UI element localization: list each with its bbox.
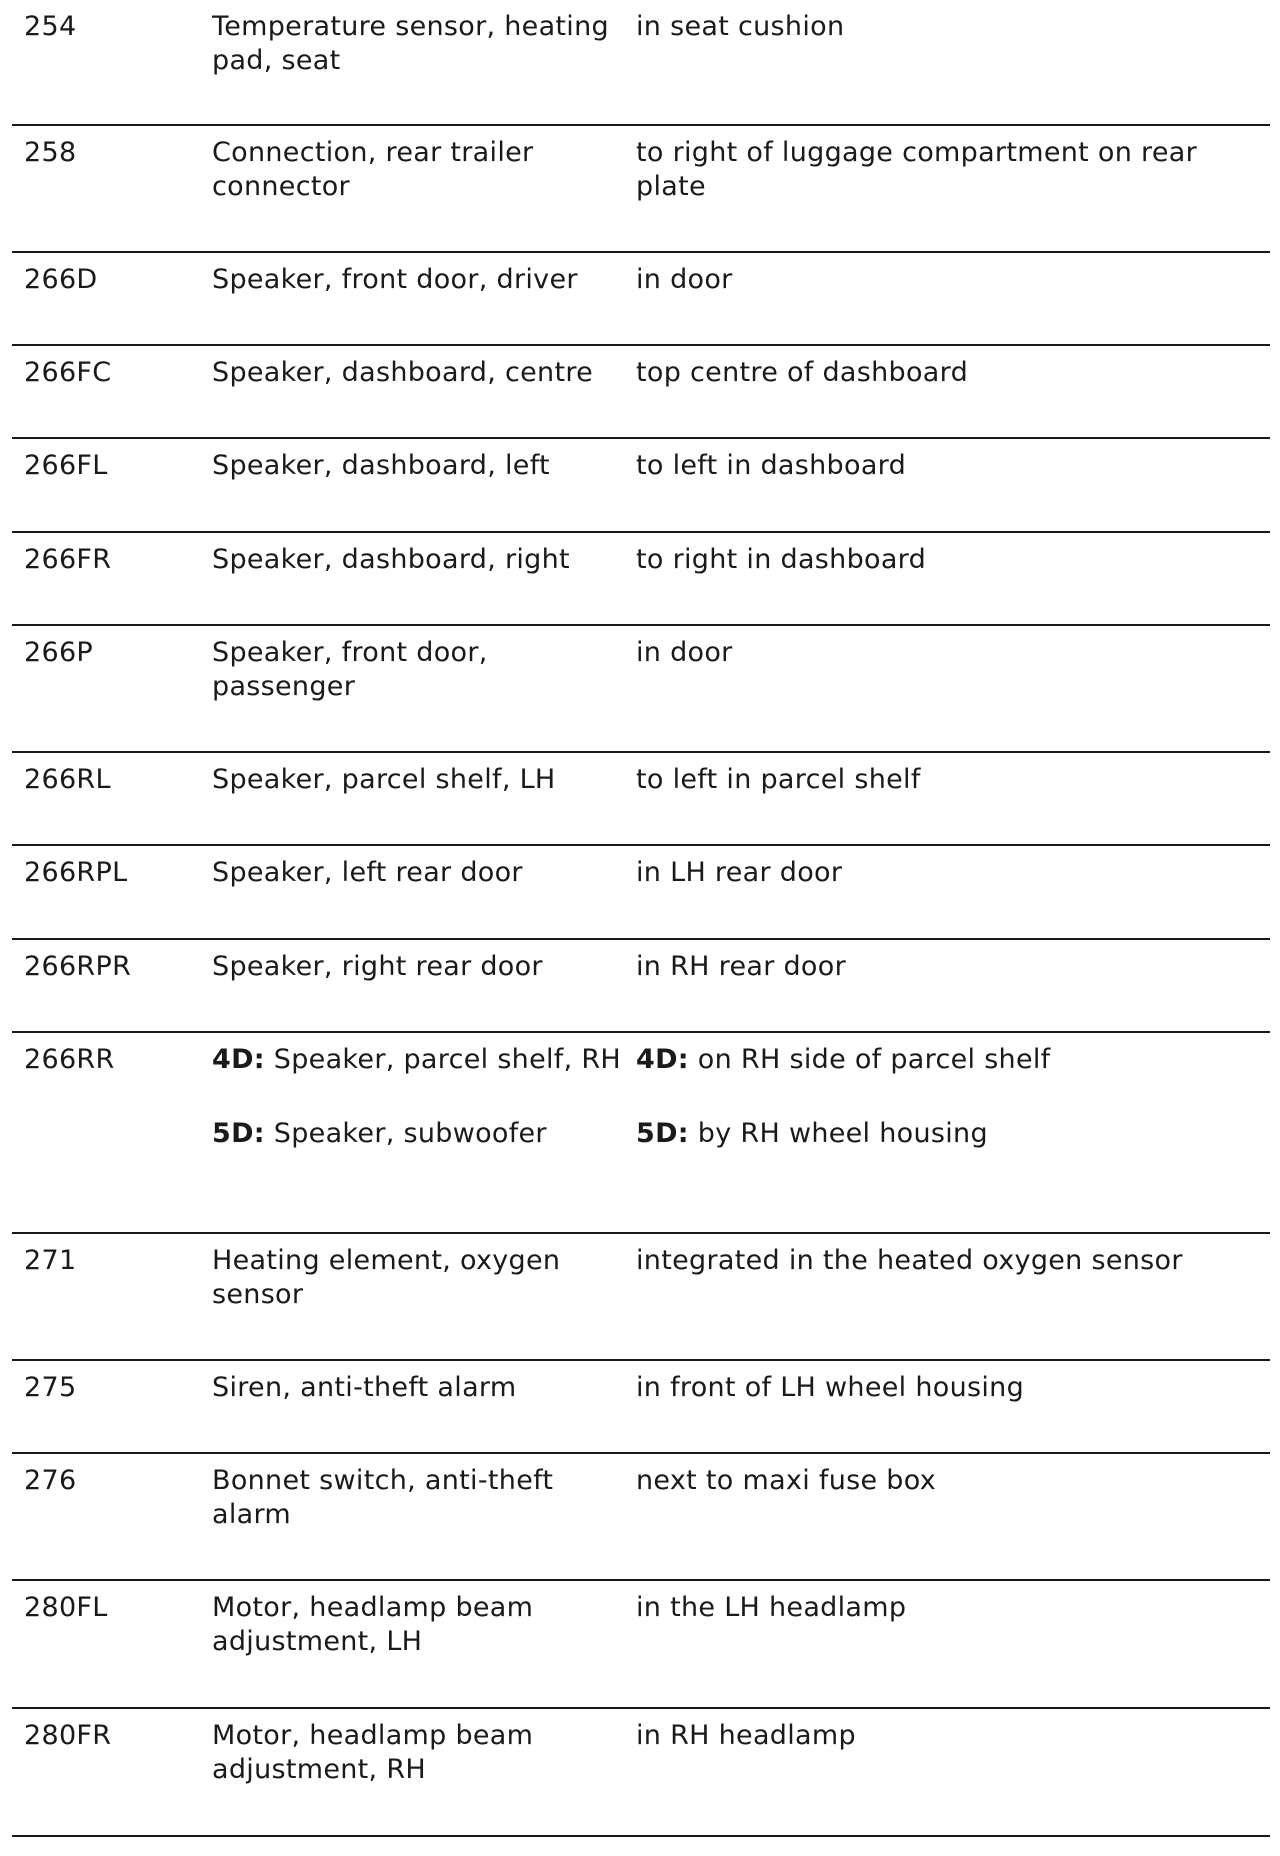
component-location-text: next to maxi fuse box [636,1465,936,1496]
component-description-paragraph [212,856,632,890]
component-location-paragraph [636,763,1266,797]
component-description-text: Bonnet switch, anti-theft alarm [212,1465,554,1530]
component-description [212,263,632,297]
component-description [212,763,632,797]
component-location-text: in front of LH wheel housing [636,1372,1025,1403]
component-location [636,356,1266,390]
component-location-paragraph [636,136,1266,204]
table-row [12,439,1270,533]
component-location-text: in LH rear door [636,857,843,888]
component-description-text: Speaker, parcel shelf, LH [212,764,556,795]
table-row [12,1033,1270,1234]
component-location [636,1719,1266,1753]
component-location-table [12,0,1270,1837]
component-code: 266RPL [24,857,128,888]
component-location-text: in RH headlamp [636,1720,856,1751]
component-description-text: Speaker, front door, driver [212,264,578,295]
component-description-text: Motor, headlamp beam adjustment, RH [212,1720,534,1785]
component-description-text: Motor, headlamp beam adjustment, LH [212,1592,534,1657]
component-location-text: on RH side of parcel shelf [697,1044,1051,1075]
component-location-paragraph [636,543,1266,577]
component-description [212,1043,632,1151]
component-location [636,263,1266,297]
component-code: 266P [24,637,94,668]
component-description [212,10,632,78]
component-location-paragraph [636,1591,1266,1625]
component-description-text: Speaker, right rear door [212,951,543,982]
component-description [212,1371,632,1405]
component-description [212,1244,632,1312]
component-description-paragraph [212,1371,632,1405]
component-description-paragraph [212,1244,632,1312]
component-description-paragraph [212,950,632,984]
table-row [12,1454,1270,1581]
component-description-text: Speaker, left rear door [212,857,523,888]
variant-label: 5D: [212,1118,265,1149]
component-description-paragraph [212,1043,632,1077]
component-location-text: integrated in the heated oxygen sensor [636,1245,1183,1276]
table-row [12,753,1270,846]
component-description-text: Speaker, parcel shelf, RH [273,1044,622,1075]
table-row [12,533,1270,626]
variant-label: 5D: [636,1118,689,1149]
component-description [212,449,632,483]
component-location [636,950,1266,984]
component-location [636,1043,1266,1151]
component-location-text: in seat cushion [636,11,845,42]
component-location-paragraph [636,1464,1266,1498]
component-description [212,1464,632,1532]
component-code: 280FR [24,1720,112,1751]
component-location [636,763,1266,797]
component-code: 266FR [24,544,112,575]
component-description-text: Temperature sensor, heating pad, seat [212,11,609,76]
component-location-paragraph [636,10,1266,44]
component-code: 254 [24,11,77,42]
component-code: 275 [24,1372,77,1403]
component-description-paragraph [212,543,632,577]
table-row [12,1709,1270,1837]
component-description-paragraph [212,263,632,297]
component-code: 266RL [24,764,111,795]
component-code: 258 [24,137,77,168]
component-description [212,950,632,984]
component-code: 280FL [24,1592,108,1623]
component-description-paragraph [212,136,632,204]
table-row [12,940,1270,1033]
component-description-paragraph [212,1464,632,1532]
component-location-text: by RH wheel housing [697,1118,988,1149]
component-location-text: in RH rear door [636,951,846,982]
component-location-text: in door [636,637,733,668]
component-code: 266FC [24,357,112,388]
component-location-paragraph [636,856,1266,890]
component-description [212,1591,632,1659]
component-location-text: top centre of dashboard [636,357,969,388]
component-location-text: to right of luggage compartment on rear plate [636,137,1197,202]
component-location-paragraph [636,950,1266,984]
component-description-text: Connection, rear trailer connector [212,137,534,202]
component-description-text: Speaker, front door, passenger [212,637,488,702]
component-location [636,449,1266,483]
component-description-paragraph [212,10,632,78]
table-row [12,126,1270,253]
component-description [212,856,632,890]
component-location [636,1244,1266,1278]
component-description-paragraph [212,1719,632,1787]
component-code: 266D [24,264,98,295]
table-row [12,1361,1270,1454]
component-description-paragraph [212,1117,632,1151]
component-description-text: Speaker, subwoofer [273,1118,547,1149]
component-location [636,543,1266,577]
component-location [636,636,1266,670]
component-description-text: Speaker, dashboard, right [212,544,570,575]
component-location-paragraph [636,1371,1266,1405]
component-location-paragraph [636,449,1266,483]
component-location-paragraph [636,263,1266,297]
component-description-text: Siren, anti-theft alarm [212,1372,517,1403]
component-location-text: to right in dashboard [636,544,927,575]
table-row [12,0,1270,126]
component-description-text: Heating element, oxygen sensor [212,1245,561,1310]
component-description [212,1719,632,1787]
component-description-paragraph [212,763,632,797]
component-location-text: to left in dashboard [636,450,907,481]
component-location-paragraph [636,1719,1266,1753]
component-location [636,1371,1266,1405]
table-row [12,626,1270,753]
component-location-paragraph [636,1244,1266,1278]
component-location [636,10,1266,44]
component-location [636,856,1266,890]
variant-label: 4D: [212,1044,265,1075]
component-location-text: in door [636,264,733,295]
component-code: 276 [24,1465,77,1496]
component-description-text: Speaker, dashboard, centre [212,357,594,388]
component-location-text: to left in parcel shelf [636,764,921,795]
component-location [636,1464,1266,1498]
component-location-paragraph [636,356,1266,390]
component-location [636,136,1266,204]
table-row [12,346,1270,439]
table-row [12,1581,1270,1709]
component-location-paragraph [636,1117,1266,1151]
component-description-paragraph [212,636,632,704]
component-description-paragraph [212,356,632,390]
component-description [212,636,632,704]
component-code: 266RPR [24,951,132,982]
table-row [12,253,1270,346]
component-code: 271 [24,1245,77,1276]
component-code: 266RR [24,1044,115,1075]
component-location-paragraph [636,1043,1266,1077]
component-location-text: in the LH headlamp [636,1592,907,1623]
component-description [212,356,632,390]
component-location-paragraph [636,636,1266,670]
component-description-paragraph [212,1591,632,1659]
component-description-text: Speaker, dashboard, left [212,450,550,481]
component-description [212,543,632,577]
table-row [12,1234,1270,1361]
table-row [12,846,1270,940]
component-location [636,1591,1266,1625]
component-code: 266FL [24,450,108,481]
variant-label: 4D: [636,1044,689,1075]
component-description [212,136,632,204]
component-description-paragraph [212,449,632,483]
